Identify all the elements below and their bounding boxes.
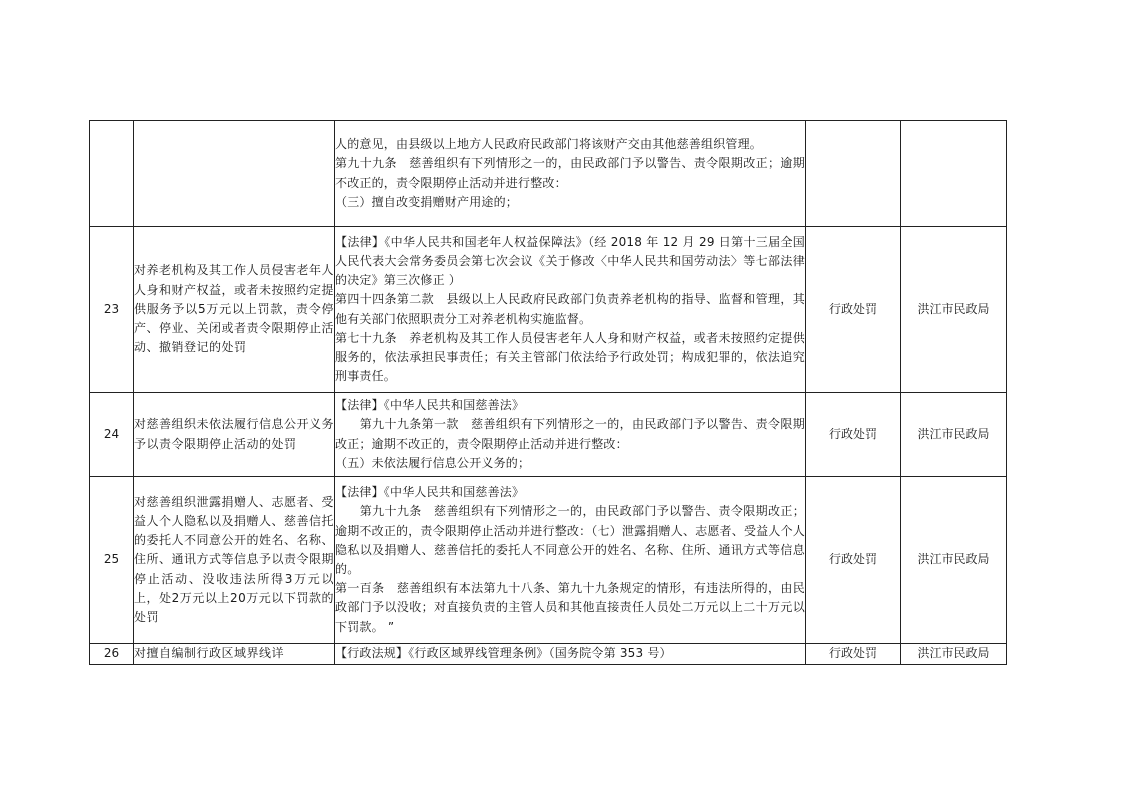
legal-basis: [335, 477, 806, 644]
department: [901, 121, 1007, 227]
basis-paragraph: 【法律】《中华人民共和国老年人权益保障法》（经 2018 年 12 月 29 日第十三届全国人民代表大会常务委员会第七次会议《关于修改〈中华人民共和国劳动法〉等七部法律的决定》第三次修正 ）: [335, 234, 805, 288]
basis-paragraph: 人的意见，由县级以上地方人民政府民政部门将该财产交由其他慈善组织管理。: [335, 137, 763, 152]
basis-paragraph: 第九十九条第一款 慈善组织有下列情形之一的，由民政部门予以警告、责令限期改正；逾期不改正的，责令限期停止活动并进行整改：: [335, 417, 805, 451]
row-number: [90, 121, 134, 227]
department: 洪江市民政局: [901, 477, 1007, 644]
regulation-table: [89, 120, 1007, 665]
basis-paragraph: （五）未依法履行信息公开义务的；: [335, 455, 531, 470]
basis-paragraph: 【法律】《中华人民共和国慈善法》: [335, 398, 525, 413]
item-name: 对养老机构及其工作人员侵害老年人人身和财产权益，或者未按照约定提供服务予以5万元以上罚款，责令停产、停业、关闭或者责令限期停止活动、撤销登记的处罚: [134, 227, 335, 393]
department: 洪江市民政局: [901, 644, 1007, 665]
legal-basis: [335, 121, 806, 227]
item-name: 对擅自编制行政区域界线详: [134, 644, 335, 665]
legal-basis: [335, 644, 806, 665]
item-name: 对慈善组织泄露捐赠人、志愿者、受益人个人隐私以及捐赠人、慈善信托的委托人不同意公开的姓名、名称、住所、通讯方式等信息予以责令限期停止活动、没收违法所得3万元以上，处2万元以上20万元以下罚款的处罚: [134, 477, 335, 644]
department: 洪江市民政局: [901, 227, 1007, 393]
basis-paragraph: 第一百条 慈善组织有本法第九十八条、第九十九条规定的情形，有违法所得的，由民政部门予以没收；对直接负责的主管人员和其他直接责任人员处二万元以上二十万元以下罚款。 ”: [335, 581, 805, 634]
penalty-type: [806, 121, 901, 227]
table-row: [90, 393, 1007, 477]
item-name: 对慈善组织未依法履行信息公开义务予以责令限期停止活动的处罚: [134, 393, 335, 477]
row-number: 25: [90, 477, 134, 644]
row-number: 24: [90, 393, 134, 477]
item-name: [134, 121, 335, 227]
basis-paragraph: 第七十九条 养老机构及其工作人员侵害老年人人身和财产权益，或者未按照约定提供服务的，依法承担民事责任；有关主管部门依法给予行政处罚；构成犯罪的，依法追究刑事责任。: [335, 330, 805, 384]
basis-paragraph: 第四十四条第二款 县级以上人民政府民政部门负责养老机构的指导、监督和管理，其他有关部门依照职责分工对养老机构实施监督。: [335, 292, 805, 326]
table-row: [90, 477, 1007, 644]
basis-paragraph: 第九十九条 慈善组织有下列情形之一的，由民政部门予以警告、责令限期改正；逾期不改正的，责令限期停止活动并进行整改：: [335, 156, 805, 190]
penalty-type: 行政处罚: [806, 477, 901, 644]
row-number: 26: [90, 644, 134, 665]
legal-basis: [335, 227, 806, 393]
table-row: [90, 227, 1007, 393]
penalty-type: 行政处罚: [806, 393, 901, 477]
basis-paragraph: （三）擅自改变捐赠财产用途的；: [335, 194, 519, 209]
penalty-type: 行政处罚: [806, 227, 901, 393]
row-number: 23: [90, 227, 134, 393]
penalty-type: 行政处罚: [806, 644, 901, 665]
basis-paragraph: 【行政法规】《行政区域界线管理条例》（国务院令第 353 号）: [335, 646, 672, 661]
department: 洪江市民政局: [901, 393, 1007, 477]
basis-paragraph: 第九十九条 慈善组织有下列情形之一的，由民政部门予以警告、责令限期改正；逾期不改正的，责令限期停止活动并进行整改：（七）泄露捐赠人、志愿者、受益人个人隐私以及捐赠人、慈善信托的委托人不同意公开的姓名、名称、住所、通讯方式等信息的。: [335, 504, 805, 576]
basis-paragraph: 【法律】《中华人民共和国慈善法》: [335, 485, 525, 500]
legal-basis: [335, 393, 806, 477]
table-row-continued: [90, 121, 1007, 227]
table-row: [90, 644, 1007, 665]
